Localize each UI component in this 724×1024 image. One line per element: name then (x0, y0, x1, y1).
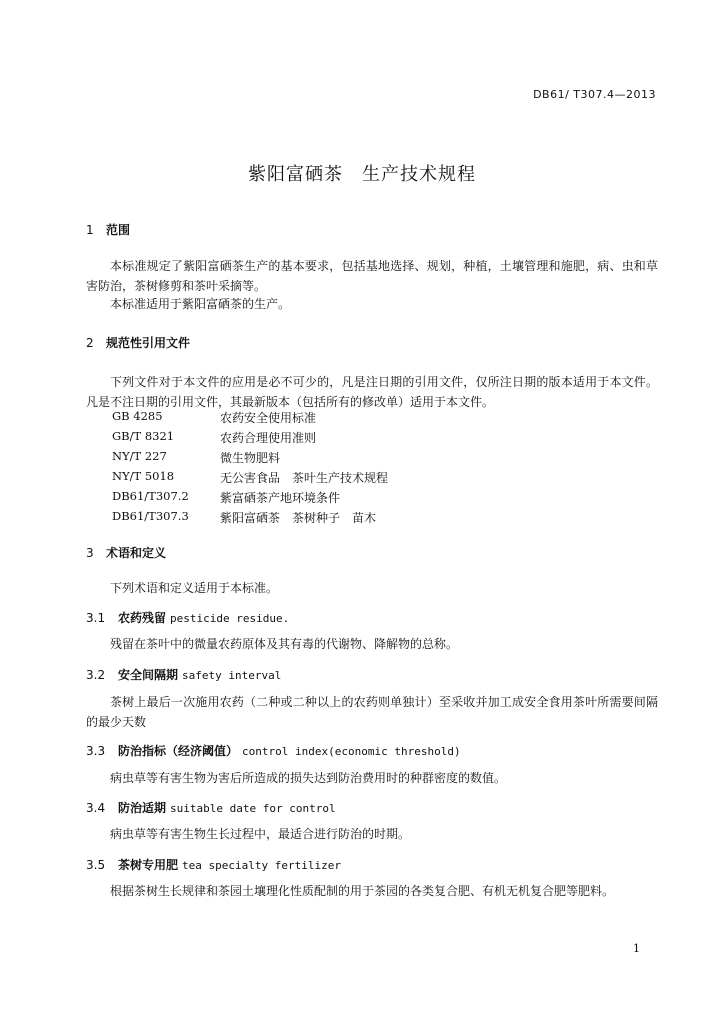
term-english: control index(economic threshold) (242, 745, 461, 758)
reference-code: DB61/T307.2 (112, 489, 189, 503)
term-english: tea specialty fertilizer (182, 859, 341, 872)
term-heading (86, 856, 341, 873)
reference-code: GB 4285 (112, 409, 163, 423)
term-number: 3.3 (86, 744, 106, 758)
page-number: 1 (633, 942, 640, 955)
term-number: 3.1 (86, 611, 106, 625)
document-title: 紫阳富硒茶 生产技术规程 (248, 164, 476, 185)
section-1-paragraph-1: 本标准规定了紫阳富硒茶生产的基本要求，包括基地选择、规划，种植，土壤管理和施肥，病、虫和草害防治，茶树修剪和茶叶采摘等。 (86, 259, 658, 293)
reference-code: DB61/T307.3 (112, 509, 189, 523)
section-title: 规范性引用文件 (106, 336, 191, 350)
section-number: 3 (86, 546, 94, 560)
standard-code: DB61/ T307.4—2013 (533, 88, 656, 101)
reference-code: NY/T 5018 (112, 469, 175, 483)
term-definition: 病虫草等有害生物生长过程中，最适合进行防治的时期。 (110, 827, 411, 841)
reference-title: 农药安全使用标准 (220, 411, 317, 425)
reference-title: 紫阳富硒茶 茶树种子 苗木 (220, 511, 377, 525)
section-title: 范围 (106, 223, 131, 237)
reference-title: 无公害食品 茶叶生产技术规程 (220, 471, 389, 485)
section-3-intro: 下列术语和定义适用于本标准。 (110, 581, 279, 595)
term-heading (86, 799, 336, 816)
term-definition: 病虫草等有害生物为害后所造成的损失达到防治费用时的种群密度的数值。 (110, 771, 507, 785)
reference-title: 农药合理使用准则 (220, 431, 317, 445)
term-chinese: 农药残留 (118, 611, 167, 625)
reference-code: GB/T 8321 (112, 429, 175, 443)
term-chinese: 防治指标（经济阈值） (118, 744, 239, 758)
section-1-paragraph-2: 本标准适用于紫阳富硒茶的生产。 (110, 297, 291, 311)
term-english: pesticide residue. (170, 612, 290, 625)
term-chinese: 茶树专用肥 (118, 858, 179, 872)
section-number: 1 (86, 223, 94, 237)
term-chinese: 防治适期 (118, 801, 167, 815)
section-2-intro: 下列文件对于本文件的应用是必不可少的，凡是注日期的引用文件，仅所注日期的版本适用于本文件。凡是不注日期的引用文件，其最新版本（包括所有的修改单）适用于本文件。 (86, 375, 658, 409)
section-1-heading (86, 221, 130, 238)
reference-code: NY/T 227 (112, 449, 167, 463)
term-number: 3.2 (86, 668, 106, 682)
term-heading (86, 609, 289, 626)
reference-title: 微生物肥料 (220, 451, 281, 465)
section-title: 术语和定义 (106, 546, 167, 560)
term-definition: 根据茶树生长规律和茶园土壤理化性质配制的用于茶园的各类复合肥、有机无机复合肥等肥料。 (110, 884, 615, 898)
section-2-heading (86, 334, 190, 351)
section-3-heading (86, 544, 166, 561)
term-heading (86, 666, 281, 683)
term-number: 3.4 (86, 801, 106, 815)
term-definition: 残留在茶叶中的微量农药原体及其有毒的代谢物、降解物的总称。 (110, 637, 459, 651)
term-english: safety interval (182, 669, 282, 682)
term-english: suitable date for control (170, 802, 336, 815)
reference-title: 紫富硒茶产地环境条件 (220, 491, 341, 505)
term-chinese: 安全间隔期 (118, 668, 179, 682)
section-number: 2 (86, 336, 94, 350)
term-definition: 茶树上最后一次施用农药（二种或二种以上的农药则单独计）至采收并加工成安全食用茶叶所需要间隔的最少天数 (86, 695, 658, 729)
term-number: 3.5 (86, 858, 106, 872)
term-heading (86, 742, 461, 759)
